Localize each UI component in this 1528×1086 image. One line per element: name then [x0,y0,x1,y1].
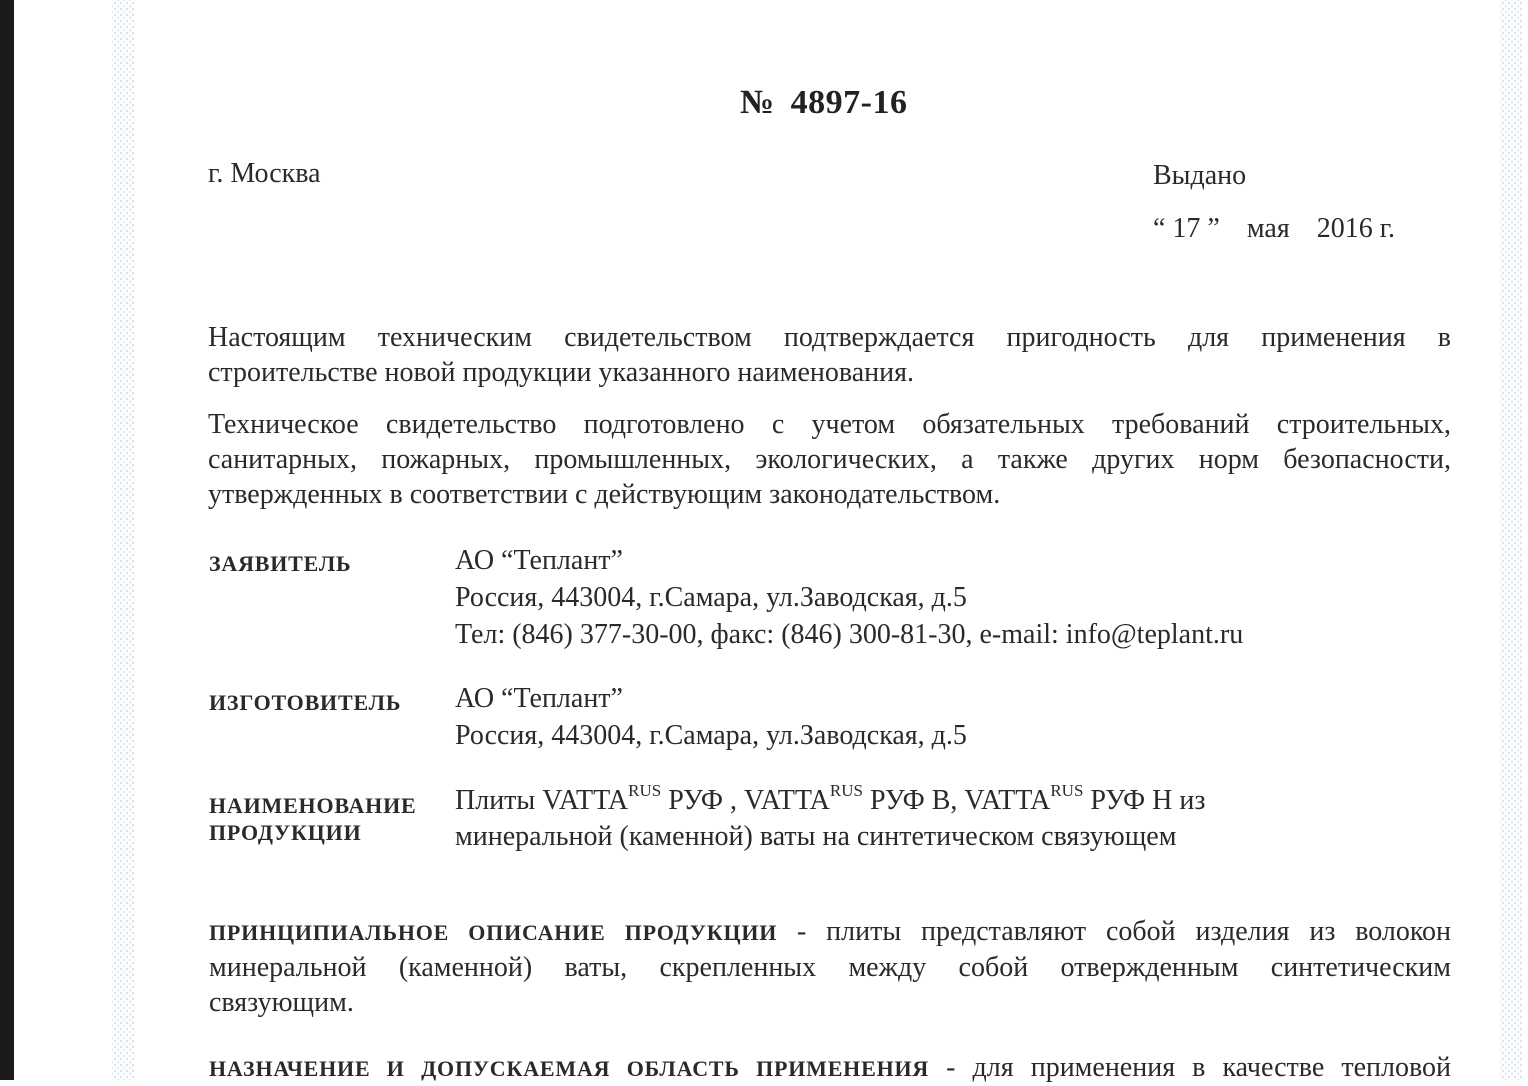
applicant-address: Россия, 443004, г.Самара, ул.Заводская, д.5 [455,582,967,613]
decorative-border-left [112,0,134,1080]
manufacturer-address: Россия, 443004, г.Самара, ул.Заводская, д.5 [455,720,967,751]
product-brand: VATTA [964,785,1051,816]
scan-left-edge [0,0,14,1080]
product-description [209,914,1451,1020]
intro-paragraph-2 [208,407,1451,512]
issue-month: мая [1246,213,1290,244]
product-label [209,792,416,846]
product-label-line: НАИМЕНОВАНИЕ [209,793,417,818]
product-name [455,783,1205,855]
issue-place: г. Москва [208,158,321,189]
product-prefix: Плиты [455,785,543,816]
product-label-line: ПРОДУКЦИИ [209,820,362,845]
number-value: 4897-16 [790,84,908,121]
description-line-2: минеральной (каменной) ваты, скрепленных между собой отвержденным синтетическим [209,952,1451,983]
text-line: санитарных, пожарных, промышленных, экологических, а также других норм безопасности, [208,444,1451,475]
product-purpose [209,1050,1451,1086]
description-line-3: связующим. [209,987,354,1018]
text-line: утвержденных в соответствии с действующим законодательством. [208,479,1001,510]
applicant-label: ЗАЯВИТЕЛЬ [209,551,352,576]
product-brand-sup: RUS [829,781,863,800]
issue-year: 2016 г. [1316,213,1396,244]
manufacturer-details [455,680,967,754]
purpose-text: - для применения в качестве тепловой [929,1052,1451,1083]
manufacturer-label: ИЗГОТОВИТЕЛЬ [209,690,402,715]
text-line: Техническое свидетельство подготовлено с учетом обязательных требований строительных, [208,409,1451,440]
description-heading: ПРИНЦИПИАЛЬНОЕ ОПИСАНИЕ ПРОДУКЦИИ [209,920,778,945]
number-sign: № [740,84,775,121]
certificate-number [740,84,908,122]
decorative-border-right [1500,0,1522,1080]
product-brand-sup: RUS [628,781,662,800]
manufacturer-name: АО “Теплант” [455,683,623,714]
applicant-contacts: Тел: (846) 377-30-00, факс: (846) 300-81-30, e-mail: info@teplant.ru [455,619,1244,650]
description-line-1 [209,914,1451,950]
product-variant: РУФ Н из [1083,785,1206,816]
issue-date [1153,213,1395,245]
description-text: - плиты представляют собой изделия из волокон [777,916,1451,947]
product-brand: VATTA [542,785,629,816]
product-brand-sup: RUS [1050,781,1084,800]
product-variant: РУФ В, [862,785,965,816]
applicant-name: АО “Теплант” [455,545,623,576]
product-name-line-1 [455,783,1205,819]
purpose-line-1 [209,1050,1451,1086]
product-name-line-2: минеральной (каменной) ваты на синтетическом связующем [455,821,1177,852]
text-line: Настоящим техническим свидетельством подтверждается пригодность для применения в [208,322,1451,353]
product-variant: РУФ , [661,785,744,816]
intro-paragraph-1 [208,320,1451,390]
issued-label: Выдано [1153,160,1247,191]
issue-day: “ 17 ” [1153,213,1220,244]
purpose-heading: НАЗНАЧЕНИЕ И ДОПУСКАЕМАЯ ОБЛАСТЬ ПРИМЕНЕНИЯ [209,1056,930,1081]
product-brand: VATTA [743,785,830,816]
text-line: строительстве новой продукции указанного наименования. [208,357,915,388]
applicant-details [455,542,1243,653]
